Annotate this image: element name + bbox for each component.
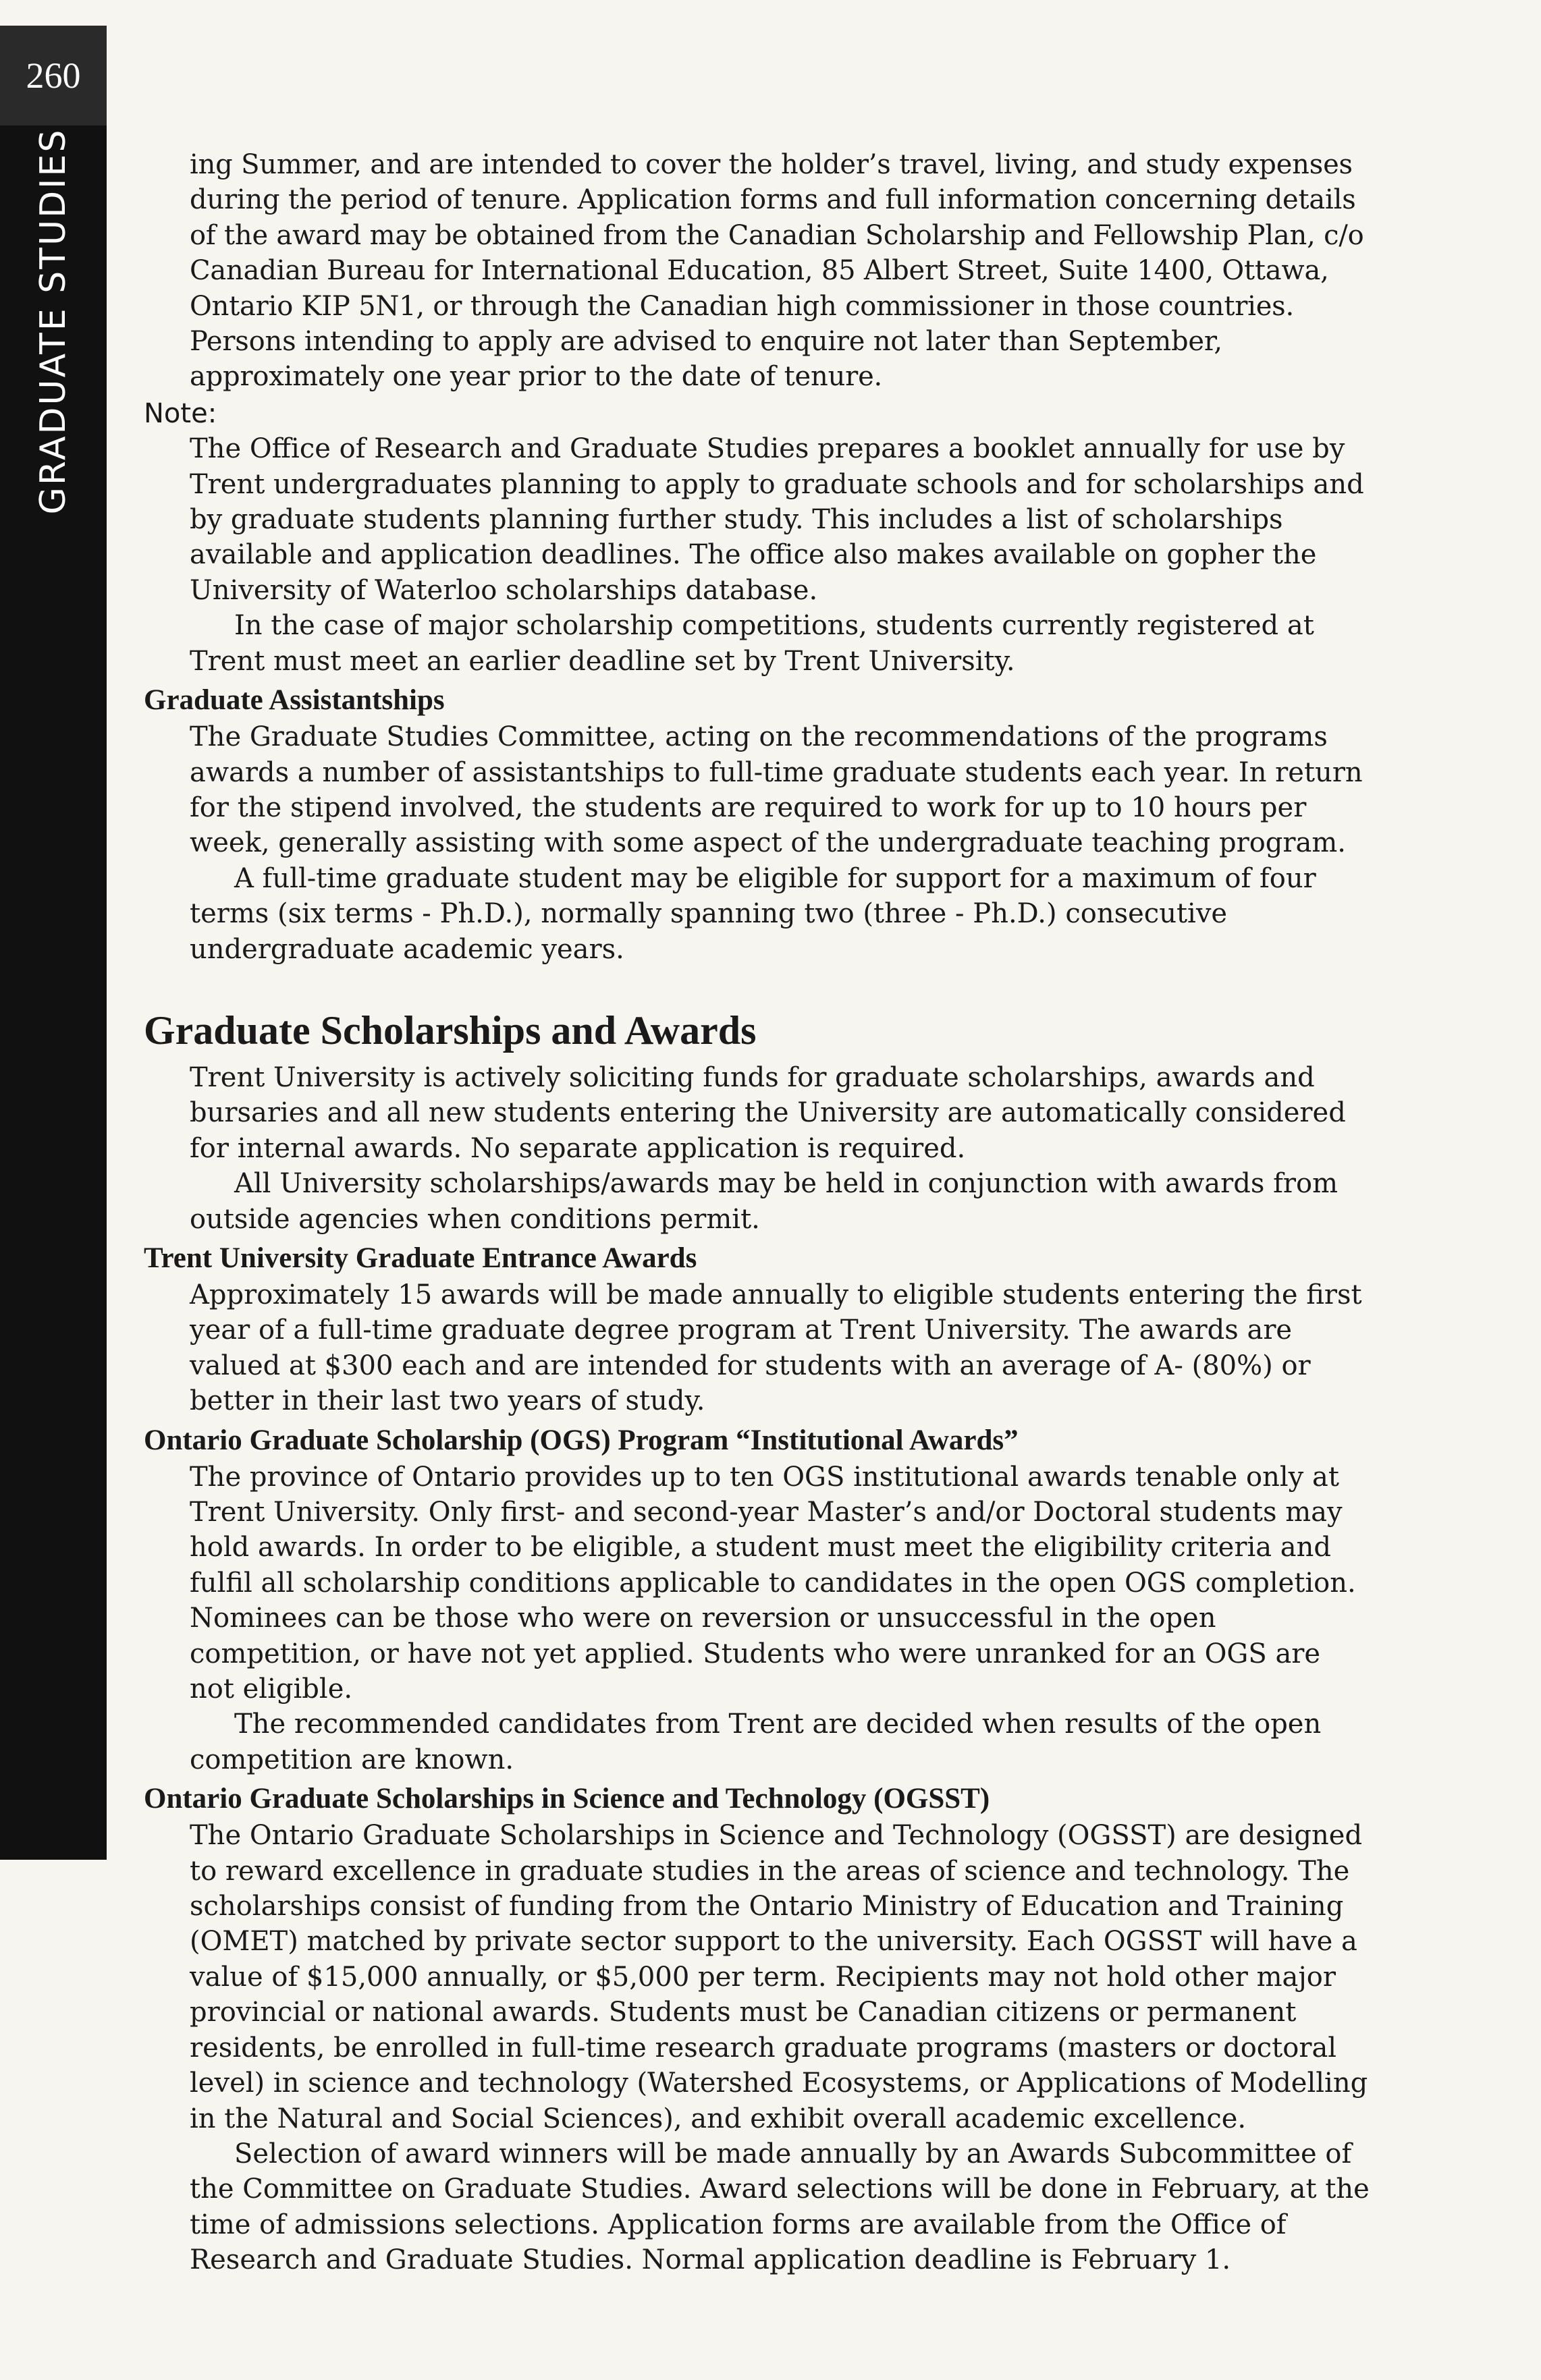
ogs-paragraph-1: The province of Ontario provides up to ten OGS institutional awards tenable only at Trent University. Only first- and second-year Master’s and/or Doctoral students may hold awards. In order to be eligible, a student must meet the eligibility criteria and fulfil all scholarship conditions applicable to candidates in the open OGS completion. Nominees can be those who were on reversion or unsuccessful in the open competition, or have not yet applied. Students who were unranked for an OGS are not eligible. [190,1461,1356,1705]
scholarships-paragraph-1: Trent University is actively soliciting funds for graduate scholarships, awards and bursaries and all new students entering the University are automatically considered for internal awards. No separate application is required. [190,1061,1346,1164]
assistantships-paragraph-1: The Graduate Studies Committee, acting on the recommendations of the programs awards a number of assistantships to full-time graduate students each year. In return for the stipend involved, the students are required to work for up to 10 hours per week, generally assisting with some aspect of the undergraduate teaching program. [190,721,1363,859]
page-content [144,147,1372,2278]
note-label: Note: [144,397,217,429]
page-number: 260 [0,26,107,126]
entrance-awards-heading: Trent University Graduate Entrance Awards [144,1242,697,1274]
entrance-awards-paragraph: Approximately 15 awards will be made annually to eligible students entering the first year of a full-time graduate degree program at Trent University. The awards are valued at $300 each and are intended for students with an average of A- (80%) or better in their last two years of study. [190,1279,1362,1417]
note-paragraph-2: In the case of major scholarship competitions, students currently registered at Trent must meet an earlier deadline set by Trent University. [190,610,1314,677]
scholarships-section-title: Graduate Scholarships and Awards [144,1007,757,1053]
note-paragraph-1: The Office of Research and Graduate Studies prepares a booklet annually for use by Trent undergraduates planning to apply to graduate schools and for scholarships and by graduate students planning further study. This includes a list of scholarships available and application deadlines. The office also makes available on gopher the University of Waterloo scholarships database. [190,433,1364,606]
assistantships-paragraph-2: A full-time graduate student may be eligible for support for a maximum of four terms (six terms - Ph.D.), normally spanning two (three - Ph.D.) consecutive undergraduate academic years. [190,862,1316,965]
ogs-heading: Ontario Graduate Scholarship (OGS) Program “Institutional Awards” [144,1424,1019,1456]
intro-paragraph: ing Summer, and are intended to cover the holder’s travel, living, and study expenses during the period of tenure. Application forms and full information concerning details of the award may be obtained from the Canadian Scholarship and Fellowship Plan, c/o Canadian Bureau for International Education, 85 Albert Street, Suite 1400, Ottawa, Ontario KIP 5N1, or through the Canadian high commissioner in those countries. Persons intending to apply are advised to enquire not later than September, approximately one year prior to the date of tenure. [190,149,1364,393]
assistantships-heading: Graduate Assistantships [144,684,445,717]
section-side-label: GRADUATE STUDIES [33,128,74,515]
ogsst-heading: Ontario Graduate Scholarships in Science and Technology (OGSST) [144,1783,990,1815]
scholarships-paragraph-2: All University scholarships/awards may be held in conjunction with awards from outside agencies when conditions permit. [190,1168,1338,1235]
ogs-paragraph-2: The recommended candidates from Trent are decided when results of the open competition are known. [190,1709,1322,1775]
ogsst-paragraph-2: Selection of award winners will be made annually by an Awards Subcommittee of the Committee on Graduate Studies. Award selections will be done in February, at the time of admissions selections. Application forms are available from the Office of Research and Graduate Studies. Normal application deadline is February 1. [190,2138,1370,2276]
ogsst-paragraph-1: The Ontario Graduate Scholarships in Science and Technology (OGSST) are designed to reward excellence in graduate studies in the areas of science and technology. The scholarships consist of funding from the Ontario Ministry of Education and Training (OMET) matched by private sector support to the university. Each OGSST will have a value of $15,000 annually, or $5,000 per term. Recipients may not hold other major provincial or national awards. Students must be Canadian citizens or permanent residents, be enrolled in full-time research graduate programs (masters or doctoral level) in science and technology (Watershed Ecosystems, or Applications of Modelling in the Natural and Social Sciences), and exhibit overall academic excellence. [190,1820,1368,2134]
